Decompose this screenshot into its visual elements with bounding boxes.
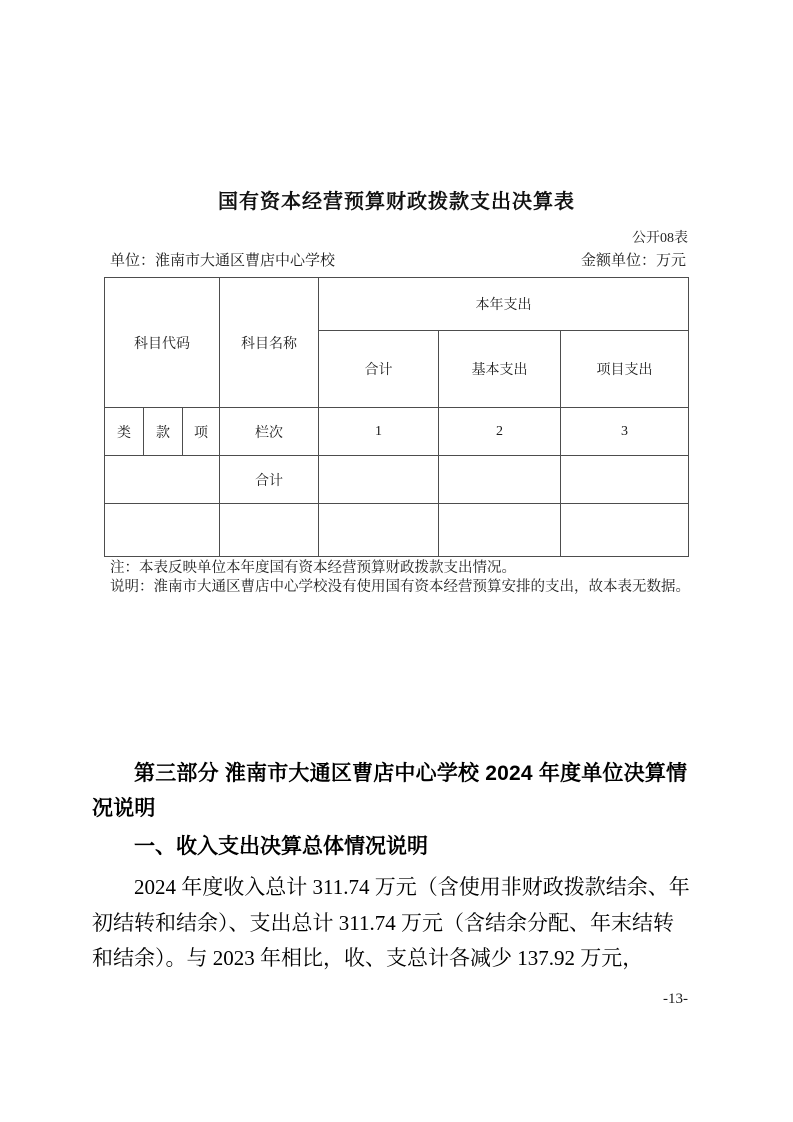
budget-table <box>104 277 689 557</box>
cell-code <box>105 504 220 557</box>
section-subheading: 一、收入支出决算总体情况说明 <box>134 835 428 858</box>
table-row-empty <box>105 504 689 557</box>
unit-label: 单位：淮南市大通区曹店中心学校 <box>110 253 336 269</box>
header-col-1: 1 <box>319 408 439 456</box>
table-row-total <box>105 456 689 504</box>
header-column-label: 栏次 <box>220 408 319 456</box>
header-col-2: 2 <box>439 408 561 456</box>
note-explanation-line: 说明：淮南市大通区曹店中心学校没有使用国有资本经营预算安排的支出，故本表无数据。 <box>110 579 690 595</box>
header-total: 合计 <box>319 331 439 408</box>
header-subject-code: 科目代码 <box>105 278 220 408</box>
header-class: 类 <box>105 408 144 456</box>
header-project-expenditure: 项目支出 <box>561 331 689 408</box>
header-subject-name: 科目名称 <box>220 278 319 408</box>
cell-total <box>319 456 439 504</box>
cell-name <box>220 504 319 557</box>
note-line: 注：本表反映单位本年度国有资本经营预算财政拨款支出情况。 <box>110 560 516 576</box>
section-paragraph: 2024 年度收入总计 311.74 万元（含使用非财政拨款结余、年初结转和结余）、支出总计 311.74 万元（含结余分配、年末结转和结余）。与 2023 年相比，收、支总计各减少 137.92 万元， <box>92 875 690 970</box>
header-current-year-expenditure: 本年支出 <box>319 278 689 331</box>
cell-name: 合计 <box>220 456 319 504</box>
cell-basic <box>439 504 561 557</box>
header-section: 款 <box>144 408 183 456</box>
cell-code <box>105 456 220 504</box>
table-notes <box>110 559 710 597</box>
cell-project <box>561 456 689 504</box>
section-three <box>92 756 692 977</box>
amount-unit-label: 金额单位：万元 <box>580 253 686 269</box>
header-col-3: 3 <box>561 408 689 456</box>
cell-total <box>319 504 439 557</box>
page-number: -13- <box>663 991 688 1007</box>
table-meta-row <box>104 249 688 270</box>
table-header-row-3 <box>105 408 689 456</box>
report-title: 国有资本经营预算财政拨款支出决算表 <box>218 191 575 213</box>
table-header-row-1 <box>105 278 689 331</box>
header-basic-expenditure: 基本支出 <box>439 331 561 408</box>
table-code: 公开08表 <box>632 231 688 246</box>
cell-project <box>561 504 689 557</box>
cell-basic <box>439 456 561 504</box>
header-item: 项 <box>183 408 220 456</box>
section-heading: 第三部分 淮南市大通区曹店中心学校 2024 年度单位决算情况说明 <box>92 762 688 820</box>
